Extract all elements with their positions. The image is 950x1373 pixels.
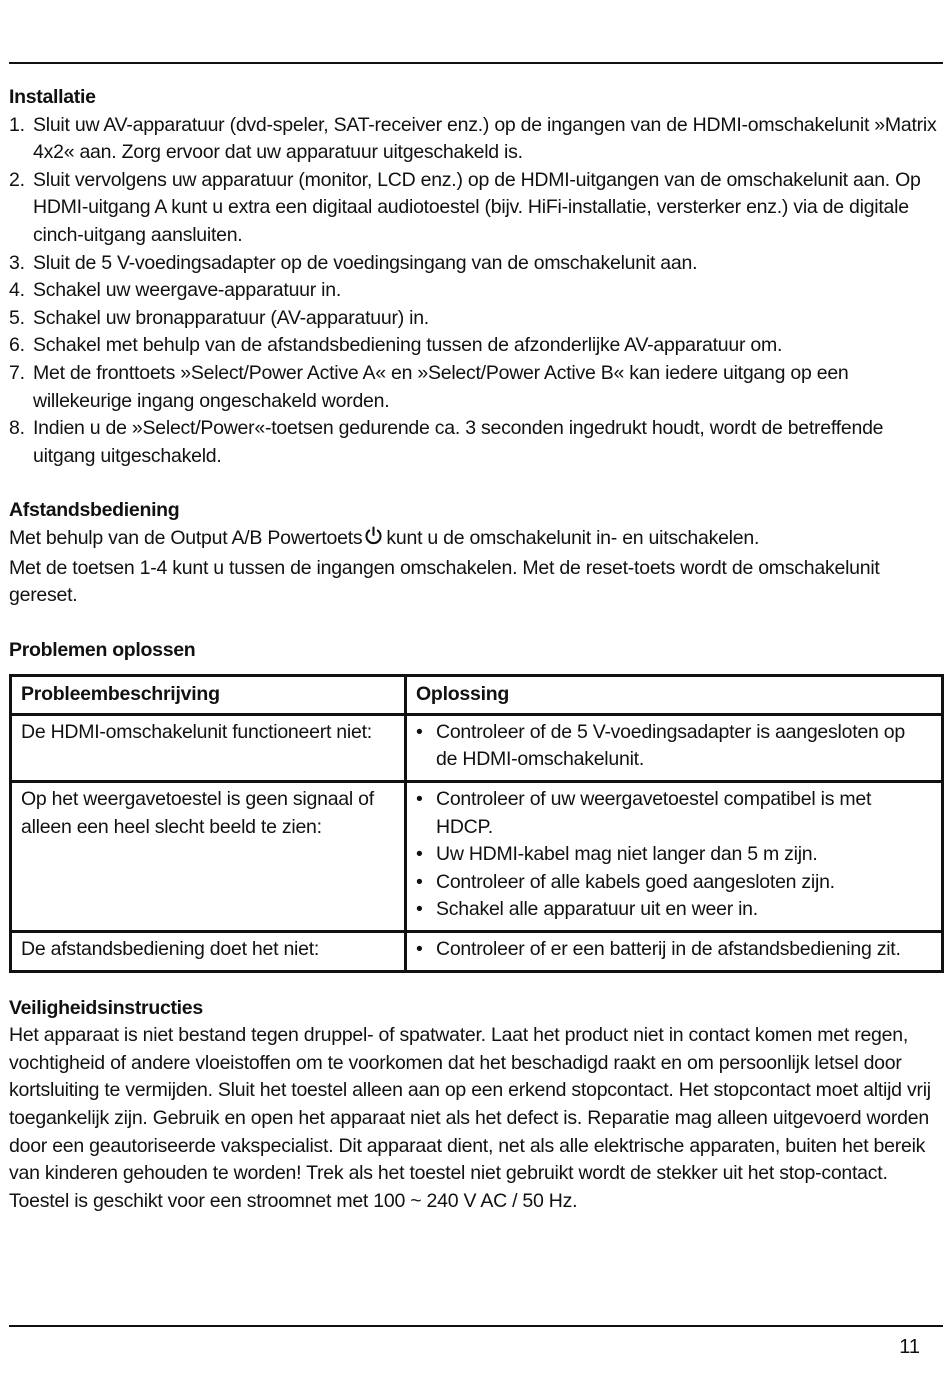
solution-text: Controleer of de 5 V-voedingsadapter is aangesloten op de HDMI-omschakelunit. [436,720,905,771]
problem-cell: De HDMI-omschakelunit functioneert niet: [11,714,406,781]
step-number: 7. [9,361,25,384]
power-icon [364,526,383,555]
column-header-problem: Probleembeschrijving [11,676,406,715]
step-text: Met de fronttoets »Select/Power Active A« en »Select/Power Active B« kan iedere uitgang op een willekeurige ingang ongeschakeld worden. [33,361,849,412]
table-header-row [11,676,943,715]
top-rule [9,62,943,64]
solution-text: Controleer of uw weergavetoestel compatibel is met HDCP. [436,788,872,838]
column-header-solution: Oplossing [406,676,943,715]
table-row [11,932,943,972]
table-row [11,714,943,781]
bullet-icon: • [416,720,423,743]
solution-cell [406,932,943,972]
problem-cell: De afstandsbediening doet het niet: [11,932,406,972]
step-number: 5. [9,306,25,329]
step-item [9,112,943,167]
solution-item [416,936,931,964]
page-content [9,84,943,1215]
bullet-icon: • [416,898,423,921]
bullet-icon: • [416,788,423,811]
bullet-icon: • [416,870,423,893]
afstandsbediening-line1 [9,525,943,555]
problemen-section [9,637,943,973]
solution-list [416,786,931,924]
solution-text: Controleer of er een batterij in de afstandsbediening zit. [436,938,901,961]
solution-list [416,719,931,774]
step-text: Sluit de 5 V-voedingsadapter op de voedingsingang van de omschakelunit aan. [33,251,698,274]
solution-text: Controleer of alle kabels goed aangesloten zijn. [436,870,835,893]
step-item [9,305,943,333]
solution-cell [406,782,943,932]
step-text: Sluit vervolgens uw apparatuur (monitor, LCD enz.) op de HDMI-uitgangen van de omschakelunit aan. Op HDMI-uitgang A kunt u extra een digitaal audiotoestel (bijv. HiFi-installatie, versterker enz.) via de digitale cinch-uitgang aansluiten. [33,168,921,246]
veiligheid-title: Veiligheidsinstructies [9,996,203,1019]
step-item [9,415,943,470]
problemen-title: Problemen oplossen [9,638,196,661]
power-key-text-before: Met behulp van de Output A/B Powertoets [9,526,363,549]
afstandsbediening-section [9,497,943,609]
bottom-rule [9,1325,943,1327]
bullet-icon: • [416,938,423,961]
solution-item [416,719,931,774]
veiligheid-text: Het apparaat is niet bestand tegen druppel- of spatwater. Laat het product niet in contact komen met regen, vochtigheid of andere vloeistoffen om te voorkomen dat het beschadigd raakt en om persoonlijk letsel door kortsluiting te vermijden. Sluit het toestel alleen aan op een erkend stopcontact. Het stopcontact moet altijd vrij toegankelijk zijn. Gebruik en open het apparaat niet als het defect is. Reparatie mag alleen uitgevoerd worden door een geautoriseerde vakspecialist. Dit apparaat dient, net als alle elektrische apparaten, buiten het bereik van kinderen gehouden te worden! Trek als het toestel niet gebruikt wordt de stekker uit het stop-contact. Toestel is geschikt voor een stroomnet met 100 ~ 240 V AC / 50 Hz. [9,1024,931,1212]
afstandsbediening-title: Afstandsbediening [9,499,180,522]
solution-item [416,896,931,924]
solution-item [416,786,931,841]
solution-cell [406,714,943,781]
step-text: Schakel uw weergave-apparatuur in. [33,279,342,302]
power-key-text-after: kunt u de omschakelunit in- en uitschakelen. [386,526,760,549]
step-item [9,277,943,305]
step-text: Sluit uw AV-apparatuur (dvd-speler, SAT-receiver enz.) op de ingangen van de HDMI-omschakelunit »Matrix 4x2« aan. Zorg ervoor dat uw apparatuur uitgeschakeld is. [33,113,937,164]
troubleshooting-table [9,674,944,972]
solution-item [416,869,931,897]
step-number: 2. [9,168,25,191]
solution-text: Uw HDMI-kabel mag niet langer dan 5 m zijn. [436,843,818,866]
step-item [9,167,943,250]
step-number: 1. [9,113,25,136]
installatie-section [9,84,943,470]
table-row [11,782,943,932]
solution-item [416,841,931,869]
step-item [9,360,943,415]
page-number: 11 [899,1336,920,1358]
step-text: Schakel met behulp van de afstandsbediening tussen de afzonderlijke AV-apparatuur om. [33,334,783,357]
step-number: 3. [9,251,25,274]
step-number: 6. [9,334,25,357]
step-text: Schakel uw bronapparatuur (AV-apparatuur) in. [33,306,429,329]
step-text: Indien u de »Select/Power«-toetsen gedurende ca. 3 seconden ingedrukt houdt, wordt de betreffende uitgang uitgeschakeld. [33,417,884,467]
afstandsbediening-line2: Met de toetsen 1-4 kunt u tussen de ingangen omschakelen. Met de reset-toets wordt de omschakelunit gereset. [9,556,880,607]
step-item [9,332,943,360]
step-number: 8. [9,417,25,440]
solution-text: Schakel alle apparatuur uit en weer in. [436,898,758,921]
solution-list [416,936,931,964]
step-number: 4. [9,279,25,302]
installatie-title: Installatie [9,86,96,108]
problem-cell: Op het weergavetoestel is geen signaal of alleen een heel slecht beeld te zien: [11,782,406,932]
installatie-steps [9,112,943,471]
veiligheid-section [9,995,943,1216]
step-item [9,250,943,278]
bullet-icon: • [416,843,423,866]
